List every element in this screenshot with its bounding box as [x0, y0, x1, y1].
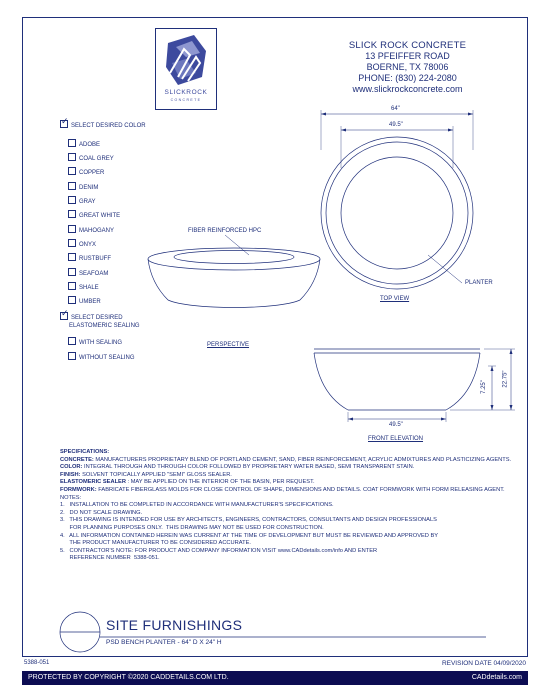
color-option-label: MAHOGANY	[79, 227, 115, 234]
spec-label: COLOR:	[60, 464, 83, 471]
dimension-7-25: 7.25"	[480, 380, 487, 394]
sealing-heading-line2: ELASTOMERIC SEALING	[69, 323, 140, 329]
company-name: SLICK ROCK CONCRETE	[348, 40, 467, 51]
document-number: 5388-051	[24, 660, 50, 666]
revision-date: REVISION DATE 04/09/2020	[441, 660, 526, 667]
perspective-label: PERSPECTIVE	[207, 342, 250, 348]
note-line: 2. DO NOT SCALE DRAWING.	[60, 509, 143, 516]
footer-site-link[interactable]: CADdetails.com	[471, 674, 522, 681]
top-view-label: TOP VIEW	[380, 296, 410, 302]
copyright-text: PROTECTED BY COPYRIGHT ©2020 CADDETAILS.COM LTD.	[28, 674, 229, 681]
color-option-label: DENIM	[79, 184, 99, 191]
planter-label: PLANTER	[465, 280, 493, 286]
company-address-line1: 13 PFEIFFER ROAD	[365, 51, 450, 61]
color-option-label: UMBER	[79, 299, 101, 305]
notes-heading: NOTES:	[60, 494, 82, 501]
logo-subtext: CONCRETE	[170, 98, 202, 102]
page-title: SITE FURNISHINGS	[106, 617, 243, 633]
dimension-49-5-front: 49.5"	[389, 422, 403, 428]
dimension-22-75: 22.75"	[502, 370, 509, 388]
color-option-label: COAL GREY	[79, 156, 114, 162]
spec-label: CONCRETE:	[60, 456, 94, 463]
spec-text: SOLVENT TOPICALLY APPLIED "SEMI" GLOSS SEALER.	[80, 471, 232, 478]
dimension-64: 64"	[391, 106, 400, 112]
top-view	[321, 110, 473, 289]
checkmark-icon: ✓	[61, 116, 69, 126]
note-line: 1. INSTALLATION TO BE COMPLETED IN ACCORDANCE WITH MANUFACTURER'S SPECIFICATIONS.	[60, 502, 334, 509]
note-line: REFERENCE NUMBER 5388-051.	[60, 555, 160, 562]
perspective-view	[148, 235, 320, 308]
fiber-label: FIBER REINFORCED HPC	[188, 228, 262, 234]
note-line: 4. ALL INFORMATION CONTAINED HEREIN WAS CURRENT AT THE TIME OF DEVELOPMENT BUT MUST BE REVIEWED AND APPROVED BY	[60, 532, 439, 539]
company-address-line2: BOERNE, TX 78006	[366, 62, 449, 72]
sealing-heading-line1: SELECT DESIRED	[71, 315, 123, 321]
color-option-label: ONYX	[79, 242, 97, 248]
copyright-footer	[22, 671, 528, 685]
dimension-49-5-top: 49.5"	[389, 122, 403, 128]
color-option-label: GREAT WHITE	[79, 213, 121, 219]
note-line: FOR PLANNING PURPOSES ONLY. THIS DRAWING MAY NOT BE USED FOR CONSTRUCTION.	[60, 524, 324, 531]
color-option-label: SEAFOAM	[79, 270, 109, 277]
sealing-option-label: WITH SEALING	[79, 340, 123, 346]
color-option-label: GRAY	[79, 199, 96, 205]
color-option-label: RUSTBUFF	[79, 256, 111, 262]
note-line: THE PRODUCT MANUFACTURER TO BE CONSIDERED ACCURATE.	[60, 540, 251, 547]
company-phone: PHONE: (830) 224-2080	[358, 73, 457, 83]
spec-text: : MAY BE APPLIED ON THE INTERIOR OF THE BASIN, PER REQUEST.	[125, 479, 315, 486]
company-website[interactable]: www.slickrockconcrete.com	[352, 84, 463, 94]
front-elevation-label: FRONT ELEVATION	[368, 436, 424, 442]
spec-formwork	[60, 487, 520, 495]
color-option-label: SHALE	[79, 285, 99, 291]
color-option-label: COPPER	[79, 170, 105, 176]
spec-text: INTEGRAL THROUGH AND THROUGH COLOR FOLLOWED BY PROPRIETARY WATER BASED, SEMI TRANSPARENT STAIN.	[82, 464, 415, 471]
note-line: 5. CONTRACTOR'S NOTE: FOR PRODUCT AND COMPANY INFORMATION VISIT www.CADdetails.com/info AND ENTER	[60, 547, 378, 554]
color-option-label: ADOBE	[79, 141, 101, 148]
color-heading: SELECT DESIRED COLOR	[71, 123, 146, 129]
logo-text: SLICKROCK	[164, 89, 208, 96]
spec-color	[60, 464, 520, 472]
spec-text: MANUFACTURERS PROPRIETARY BLEND OF PORTLAND CEMENT, SAND, FIBER REINFORCEMENT, ACRYLIC ADMIXTURES AND PLASTICIZING AGENTS.	[93, 456, 512, 463]
spec-label: ELASTOMERIC SEALER	[60, 479, 126, 486]
spec-text: FABRICATE FIBERGLASS MOLDS FOR CLOSE CONTROL OF SHAPE, DIMENSIONS AND DETAILS. COAT FORMWORK WITH FORM RELEASING AGENT.	[96, 486, 505, 493]
spec-finish	[60, 472, 520, 480]
spec-sealer	[60, 479, 520, 487]
product-subtitle: PSD BENCH PLANTER - 64" D X 24" H	[106, 639, 222, 646]
spec-label: FORMWORK:	[60, 486, 97, 493]
spec-concrete	[60, 457, 520, 465]
specifications	[60, 449, 520, 563]
spec-label: FINISH:	[60, 471, 81, 478]
sealing-option-label: WITHOUT SEALING	[79, 355, 135, 361]
specs-heading: SPECIFICATIONS:	[60, 449, 110, 455]
checkmark-icon: ✓	[61, 308, 69, 318]
note-line: 3. THIS DRAWING IS INTENDED FOR USE BY ARCHITECTS, ENGINEERS, CONTRACTORS, CONSULTANTS AND DESIGN PROFESSIONALS	[60, 517, 437, 524]
